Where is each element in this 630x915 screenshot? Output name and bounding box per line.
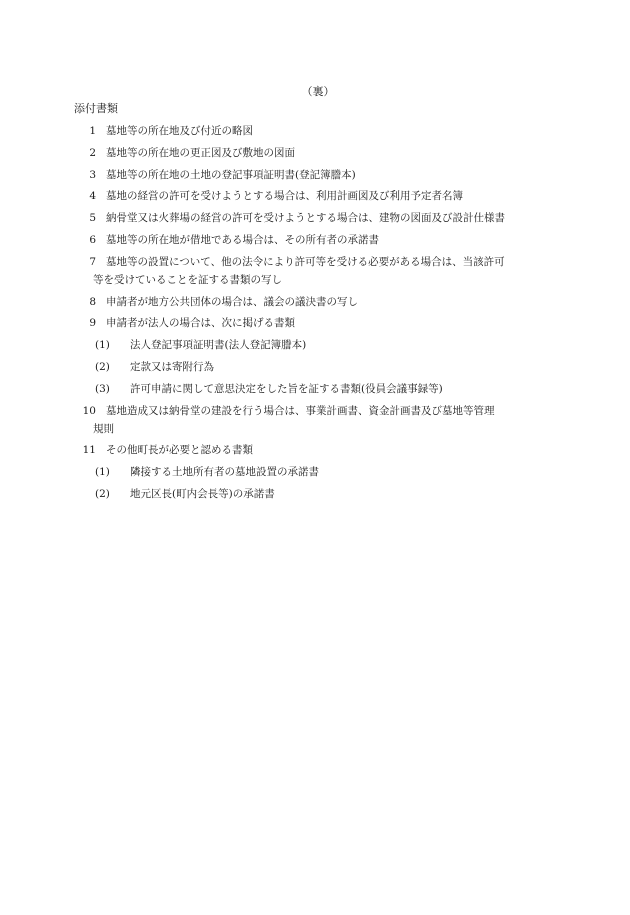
sub-list-item: [0, 338, 630, 352]
list-item: [0, 211, 630, 225]
sub-item-number: (1): [95, 339, 110, 352]
list-item: [0, 168, 630, 182]
item-text: 墓地等の所在地の更正図及び敷地の図面: [106, 146, 295, 159]
item-text: 申請者が法人の場合は、次に掲げる書類: [106, 317, 295, 330]
item-number: 9: [89, 317, 96, 330]
item-text: 申請者が地方公共団体の場合は、議会の議決書の写し: [106, 295, 358, 308]
item-text: 墓地等の所在地の土地の登記事項証明書(登記簿謄本): [106, 168, 356, 181]
item-number: 3: [89, 168, 96, 181]
sub-item-number: (1): [95, 466, 110, 479]
item-text: 墓地造成又は納骨堂の建設を行う場合は、事業計画書、資金計画書及び墓地等管理: [106, 404, 495, 417]
item-continuation: 規則: [93, 422, 114, 435]
attachments-list: [0, 124, 630, 509]
page-side-label: （裏）: [301, 85, 335, 98]
item-number: 1: [89, 125, 96, 137]
sub-item-text: 法人登記事項証明書(法人登記簿謄本): [130, 339, 307, 352]
item-text: 墓地等の所在地及び付近の略図: [106, 125, 253, 137]
item-number: 10: [82, 404, 96, 417]
item-continuation: 等を受けていることを証する書類の写し: [93, 273, 282, 286]
sub-list-item: [0, 487, 630, 501]
list-item: [0, 443, 630, 457]
list-item: [0, 404, 630, 436]
item-number: 7: [89, 255, 96, 268]
sub-item-text: 許可申請に関して意思決定をした旨を証する書類(役員会議事録等): [130, 382, 443, 395]
item-number: 2: [89, 146, 96, 159]
list-item: [0, 233, 630, 247]
item-text: 墓地等の所在地が借地である場合は、その所有者の承諾書: [106, 233, 379, 246]
sub-item-number: (2): [95, 487, 110, 500]
item-text: その他町長が必要と認める書類: [106, 444, 253, 457]
sub-item-text: 地元区長(町内会長等)の承諾書: [130, 487, 275, 500]
item-number: 11: [82, 444, 96, 457]
list-item: [0, 255, 630, 287]
item-text: 墓地の経営の許可を受けようとする場合は、利用計画図及び利用予定者名簿: [106, 190, 463, 203]
item-text: 墓地等の設置について、他の法令により許可等を受ける必要がある場合は、当該許可: [106, 255, 505, 268]
list-item: [0, 189, 630, 203]
sub-item-text: 定款又は寄附行為: [130, 360, 214, 373]
item-number: 8: [89, 295, 96, 308]
item-number: 5: [89, 212, 96, 225]
sub-item-text: 隣接する土地所有者の墓地設置の承諾書: [130, 466, 319, 479]
sub-item-number: (2): [95, 360, 110, 373]
sub-list-item: [0, 465, 630, 479]
list-item: [0, 124, 630, 138]
item-text: 納骨堂又は火葬場の経営の許可を受けようとする場合は、建物の図面及び設計仕様書: [106, 212, 505, 225]
list-item: [0, 295, 630, 309]
attachments-heading: 添付書類: [74, 102, 118, 115]
item-number: 6: [89, 233, 96, 246]
list-item: [0, 316, 630, 330]
list-item: [0, 146, 630, 160]
sub-item-number: (3): [95, 382, 110, 395]
item-number: 4: [89, 190, 96, 203]
sub-list-item: [0, 360, 630, 374]
sub-list-item: [0, 382, 630, 396]
